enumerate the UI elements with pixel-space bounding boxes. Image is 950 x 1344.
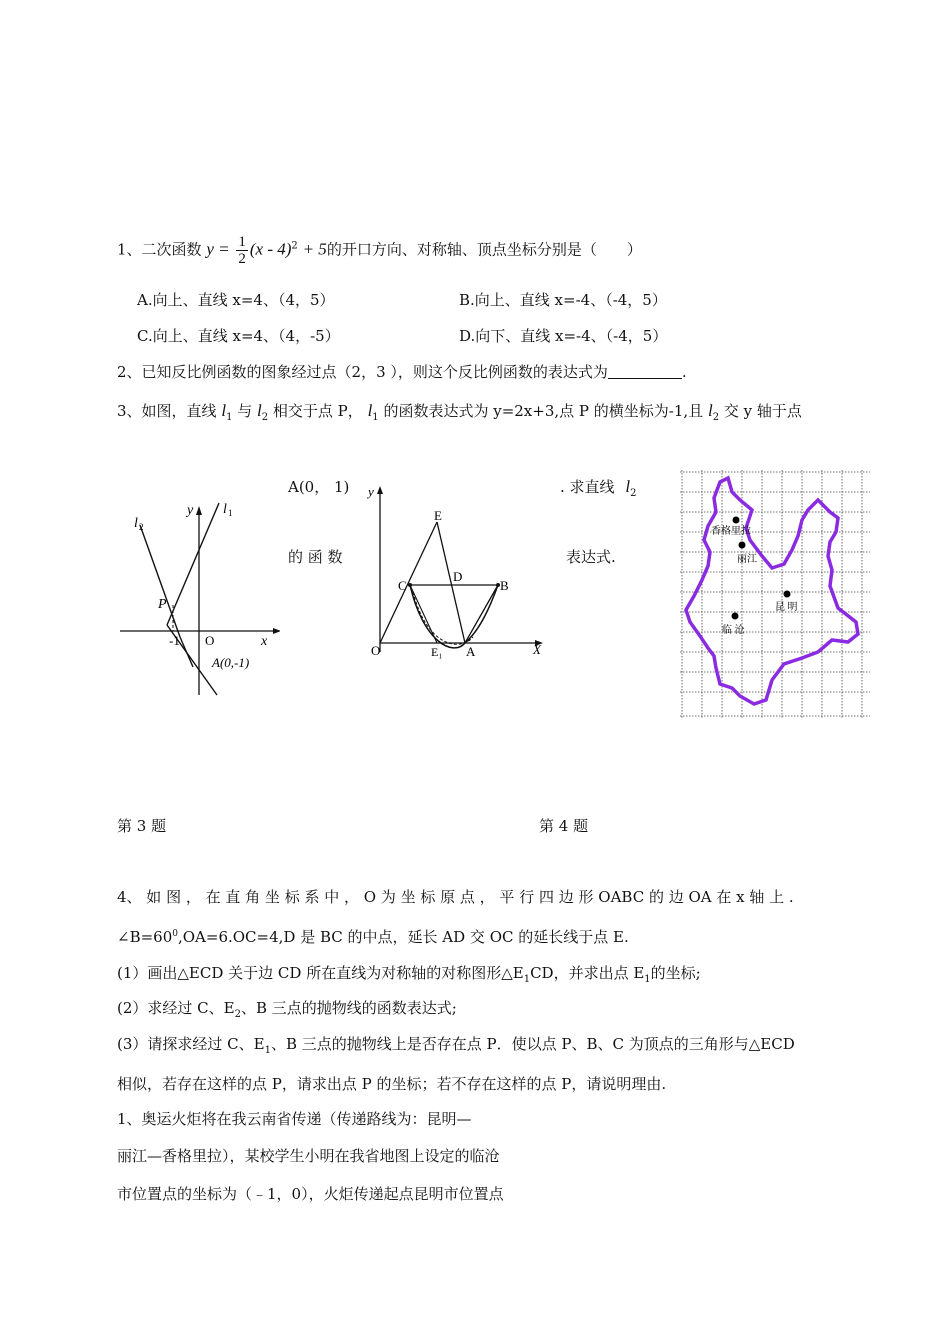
figure-3-graph: [115, 495, 280, 700]
map-grid: [680, 470, 870, 718]
torch-question-line-2: 丽江—香格里拉），某校学生小明在我省地图上设定的临沧: [117, 1147, 500, 1165]
svg-text:X: X: [533, 642, 541, 657]
label-a: A(0,-1): [212, 655, 250, 670]
q1-expr: (x - 4): [249, 239, 292, 259]
svg-text:y: y: [368, 484, 374, 499]
svg-text:O: O: [371, 643, 381, 658]
svg-text:A: A: [466, 644, 476, 659]
yunnan-map: [680, 470, 872, 720]
question-3: 3、如图，直线 $l_1$ 与 $l_2$ 相交于点 P， $l_1$ 的函数表达式为 y=2x+3,点 P 的横坐标为-1,且 $l_2$ 交 y 轴于点: [117, 401, 802, 423]
q1-prefix: 1、二次函数: [117, 240, 202, 259]
question-4-part-3: (3）请探求经过 C、$E_1$、B 三点的抛物线上是否存在点 P．使以点 P、B、C 为顶点的三角形与△ECD: [117, 1035, 795, 1056]
y-axis-arrow: [196, 506, 202, 515]
torch-question-line-1: 1、奥运火炬将在我云南省传递（传递路线为：昆明—: [117, 1110, 472, 1128]
q1-option-c: C.向上、直线 x=4、（4，-5）: [137, 327, 340, 345]
svg-text:B: B: [500, 578, 509, 593]
question-4-part-2: (2）求经过 C、$E_2$、B 三点的抛物线的函数表达式;: [117, 999, 457, 1020]
svg-text:E: E: [434, 508, 442, 523]
province-border: [686, 478, 858, 704]
segment-ab: [465, 585, 498, 643]
q3-function-word: 的 函 数: [288, 548, 343, 566]
svg-text:C: C: [398, 578, 407, 593]
caption-figure-3: 第 3 题: [117, 817, 167, 835]
label-l1: l: [223, 502, 227, 517]
q1-option-d: D.向下、直线 x=-4、（-4，5）: [459, 327, 668, 345]
label-x: x: [261, 634, 268, 649]
q3-expression-word: 表达式.: [566, 548, 616, 566]
q1-exponent: 2: [291, 240, 298, 252]
q1-fraction: $\frac{1}{2}$: [238, 234, 246, 267]
line-l2-lower: [180, 637, 193, 667]
question-2: 2、已知反比例函数的图象经过点（2，3 ），则这个反比例函数的表达式为 .: [117, 363, 687, 381]
q3-find-line: . 求直线 $l_2$: [560, 477, 637, 499]
question-4-part-1: (1）画出△ECD 关于边 CD 所在直线为对称轴的对称图形$\triangle E_1CD$，并求出点 $E_1$的坐标;: [117, 964, 701, 985]
svg-text:昆 明: 昆 明: [775, 602, 798, 613]
label-minus1: -1: [169, 633, 180, 648]
line-l2: [140, 525, 180, 637]
svg-text:1: 1: [228, 508, 233, 518]
label-y: y: [187, 503, 194, 518]
line-l1-upper: [167, 503, 219, 625]
segment-ce1: [410, 585, 437, 643]
svg-text:临 沧: 临 沧: [722, 625, 745, 636]
lincang-dot: [732, 613, 739, 620]
svg-text:D: D: [453, 569, 463, 584]
x-axis-arrow: [273, 628, 280, 634]
label-p: P: [158, 597, 167, 612]
question-4-part-3-cont: 相似，若存在这样的点 P，请求出点 P 的坐标；若不存在这样的点 P，请说明理由.: [117, 1075, 667, 1093]
svg-text:E₁: E₁: [431, 645, 443, 659]
q1-y-eq: y =: [206, 239, 230, 259]
figure-4-graph: [365, 482, 545, 662]
question-4-line-1: 4、 如 图 ， 在 直 角 坐 标 系 中 ， O 为 坐 标 原 点 ， 平 行 四 边 形 OABC 的 边 OA 在 x 轴 上 .: [117, 888, 794, 906]
q1-plus: + 5: [302, 239, 327, 259]
lijiang-dot: [739, 542, 746, 549]
q1-suffix: 的开口方向、对称轴、顶点坐标分别是（ ）: [326, 240, 642, 259]
caption-figure-4: 第 4 题: [539, 817, 589, 835]
torch-question-line-3: 市位置点的坐标为（﹣1，0），火炬传递起点昆明市位置点: [117, 1185, 504, 1203]
answer-blank[interactable]: [608, 364, 682, 379]
label-l2: l: [134, 516, 138, 531]
question-1: [117, 234, 642, 267]
question-4-line-2: $\angle B=60^0,OA=6.OC=4,D$ 是 BC 的中点，延长 AD 交 OC 的延长线于点 E.: [117, 928, 629, 946]
svg-text:2: 2: [139, 522, 144, 532]
q1-option-a: A.向上、直线 x=4、（4，5）: [137, 291, 335, 309]
q3-point-a: A(0， 1): [288, 478, 350, 496]
q1-option-b: B.向上、直线 x=-4、（-4，5）: [459, 291, 667, 309]
kunming-dot: [784, 591, 791, 598]
svg-text:香格里拉: 香格里拉: [711, 526, 751, 537]
svg-text:丽江: 丽江: [737, 554, 757, 565]
label-o: O: [205, 633, 215, 648]
shangri-la-dot: [733, 517, 740, 524]
